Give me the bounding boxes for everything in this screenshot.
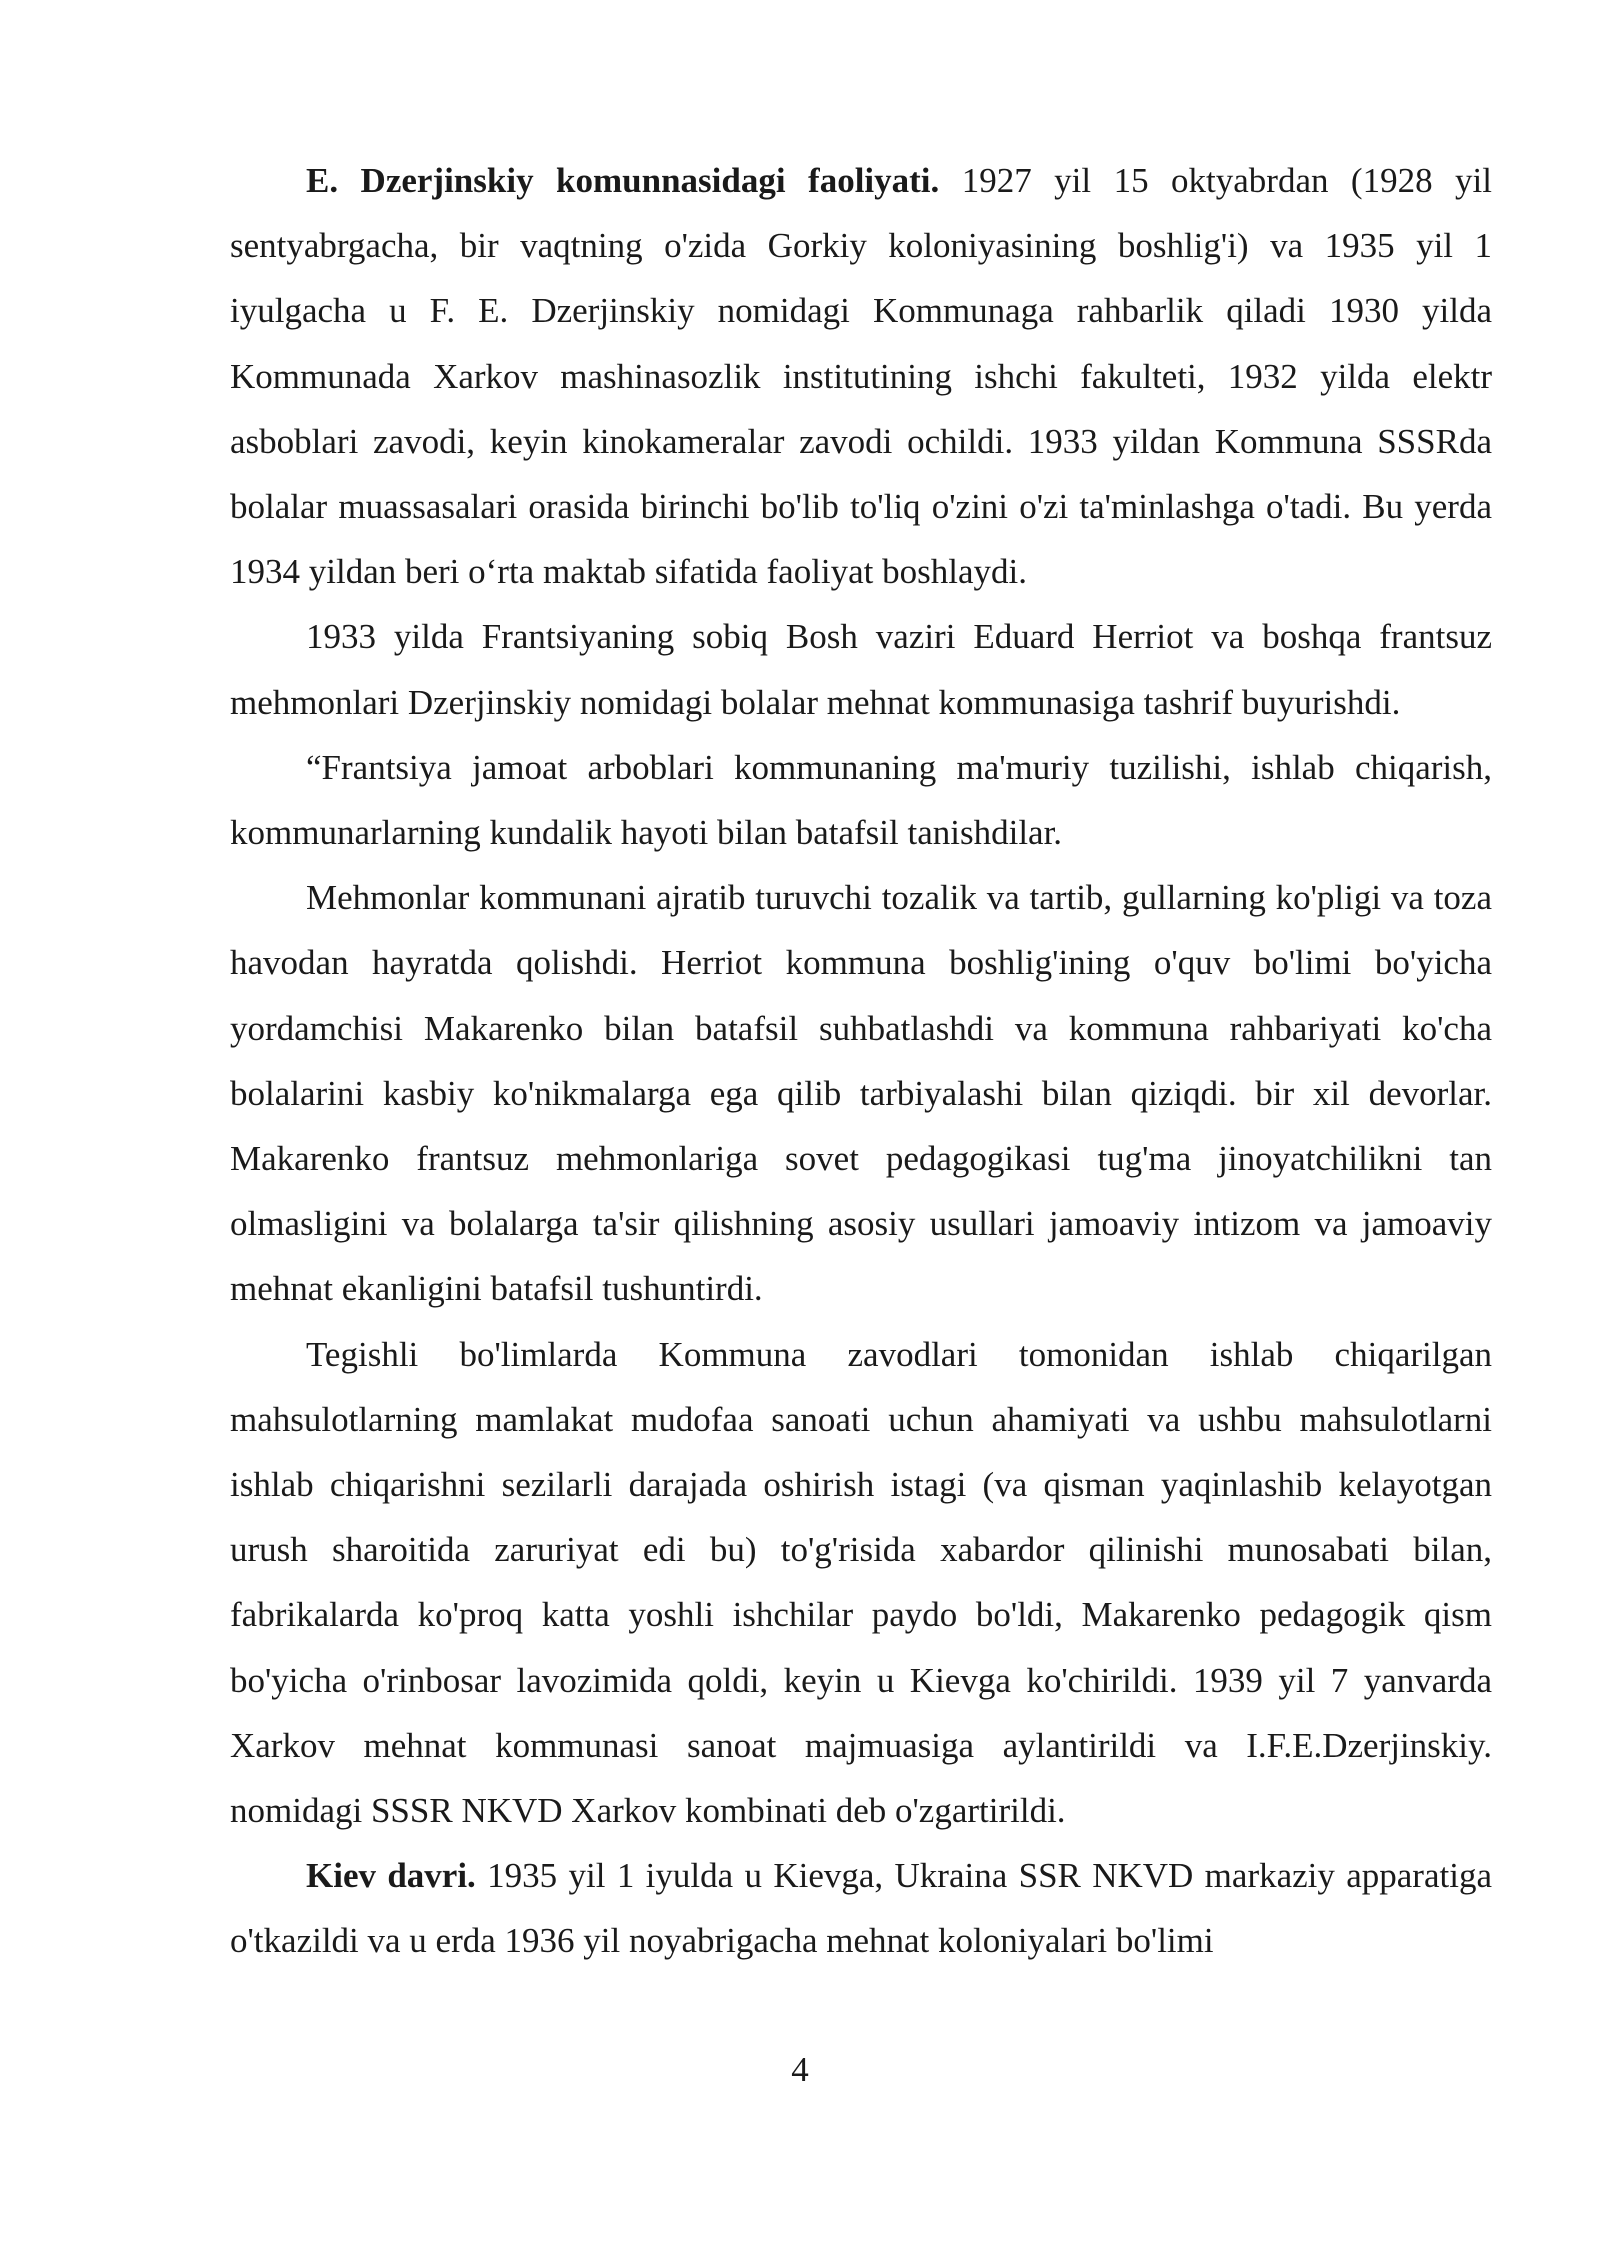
paragraph-text: Mehmonlar kommunani ajratib turuvchi tozalik va tartib, gullarning ko'pligi va toza havodan hayratda qolishdi. Herriot kommuna boshlig'ining o'quv bo'limi bo'yicha yordamchisi Makarenko bilan batafsil suhbatlashdi va kommuna rahbariyati ko'cha bolalarini kasbiy ko'nikmalarga ega qilib tarbiyalashi bilan qiziqdi. bir xil devorlar. Makarenko frantsuz mehmonlariga sovet pedagogikasi tug'ma jinoyatchilikni tan olmasligini va bolalarga ta'sir qilishning asosiy usullari jamoaviy intizom va jamoaviy mehnat ekanligini batafsil tushuntirdi. bbox=[230, 878, 1492, 1309]
paragraph-guests-impressions bbox=[230, 865, 1492, 1321]
paragraph-herriot-visit bbox=[230, 604, 1492, 734]
paragraph-dzerjinskiy-commune bbox=[230, 148, 1492, 604]
paragraph-kiev-period bbox=[230, 1843, 1492, 1973]
page-number: 4 bbox=[791, 2050, 809, 2089]
section-heading-dzerjinskiy: E. Dzerjinskiy komunnasidagi faoliyati. bbox=[306, 161, 940, 200]
paragraph-text: 1933 yilda Frantsiyaning sobiq Bosh vaziri Eduard Herriot va boshqa frantsuz mehmonlari Dzerjinskiy nomidagi bolalar mehnat kommunasiga tashrif buyurishdi. bbox=[230, 617, 1492, 722]
paragraph-text: “Frantsiya jamoat arboblari kommunaning ma'muriy tuzilishi, ishlab chiqarish, kommunarlarning kundalik hayoti bilan batafsil tanishdilar. bbox=[230, 747, 1492, 853]
paragraph-french-figures bbox=[230, 735, 1492, 865]
section-heading-kiev: Kiev davri. bbox=[306, 1856, 476, 1896]
paragraph-text: 1927 yil 15 oktyabrdan (1928 yil sentyabrgacha, bir vaqtning o'zida Gorkiy koloniyasining boshlig'i) va 1935 yil 1 iyulgacha u F. E. Dzerjinskiy nomidagi Kommunaga rahbarlik qiladi 1930 yilda Kommunada Xarkov mashinasozlik institutining ishchi fakulteti, 1932 yilda elektr asboblari zavodi, keyin kinokameralar zavodi ochildi. 1933 yildan Kommuna SSSRda bolalar muassasalari orasida birinchi bo'lib to'liq o'zini o'zi ta'minlashga o'tadi. Bu yerda 1934 yildan beri o‘rta maktab sifatida faoliyat boshlaydi. bbox=[230, 161, 1492, 592]
document-body bbox=[230, 148, 1492, 1974]
paragraph-text: Tegishli bo'limlarda Kommuna zavodlari tomonidan ishlab chiqarilgan mahsulotlarning mamlakat mudofaa sanoati uchun ahamiyati va ushbu mahsulotlarni ishlab chiqarishni sezilarli darajada oshirish istagi (va qisman yaqinlashib kelayotgan urush sharoitida zaruriyat edi bu) to'g'risida xabardor qilinishi munosabati bilan, fabrikalarda ko'proq katta yoshli ishchilar paydo bo'ldi, Makarenko pedagogik qism bo'yicha o'rinbosar lavozimida qoldi, keyin u Kievga ko'chirildi. 1939 yil 7 yanvarda Xarkov mehnat kommunasi sanoat majmuasiga aylantirildi va I.F.E.Dzerjinskiy. nomidagi SSSR NKVD Xarkov kombinati deb o'zgartirildi. bbox=[230, 1334, 1492, 1831]
paragraph-factories bbox=[230, 1322, 1492, 1844]
paragraph-text: 1935 yil 1 iyulda u Kievga, Ukraina SSR NKVD markaziy apparatiga o'tkazildi va u erda 1936 yil noyabrigacha mehnat koloniyalari bo'limi bbox=[230, 1856, 1492, 1961]
